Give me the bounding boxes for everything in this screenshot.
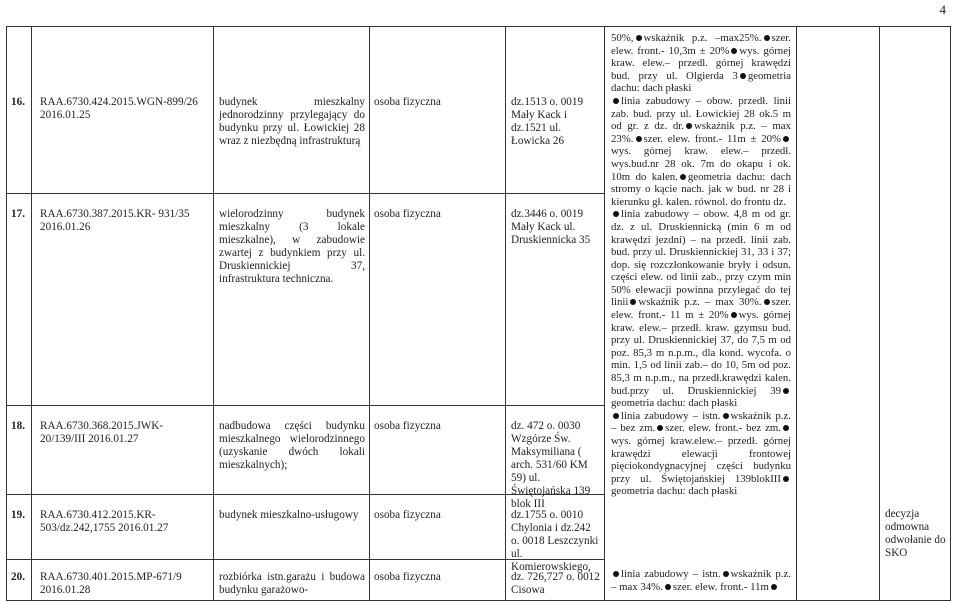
bullet-icon (783, 425, 789, 431)
conditions-row20: linia zabudowy – istn. wskaźnik p.z. – max 34%. szer. elew. front.- 11m (611, 568, 791, 593)
case-number: RAA.6730.401.2015.MP-671/9 2016.01.28 (40, 571, 182, 596)
applicant: osoba fizyczna (374, 208, 441, 220)
row-number: 19. (11, 509, 25, 521)
row-number: 17. (11, 208, 25, 220)
conditions-row16: linia zabudowy – obow. przedł. linii zab. bud. przy ul. Łowickiej 28 ok.5 m od gr. z dz. dr. wskaźnik p.z. – max 23%. szer. elew. front.- 11m ± 20%wys. górnej kraw. elew.– przedł. wys.bud.nr 28 ok. 7m do okapu i ok. 10m do kalen. geometria dachu: dach stromy o kącie nach. jak w bud. nr 28 i kierunku gł. kalen. równol. do frontu dz. (611, 94, 791, 208)
investment-description: budynek mieszkalny jednorodzinny przylegający do budynku przy ul. Łowickiej 28 wraz z niezbędną infrastrukturą (219, 96, 365, 147)
case-number: RAA.6730.424.2015.WGN-899/26 2016.01.25 (40, 96, 198, 121)
bullet-icon (657, 425, 663, 431)
location: dz. 726,727 o. 0012 Cisowa (511, 571, 600, 596)
applicant: osoba fizyczna (374, 96, 441, 108)
investment-description: nadbudowa części budynku mieszkalnego wielorodzinnego (uzyskanie dwóch lokali mieszkalnych); (219, 420, 365, 471)
bullet-icon (764, 35, 770, 41)
bullet-icon (740, 73, 746, 79)
col-divider (505, 26, 506, 601)
case-number: RAA.6730.412.2015.KR- 503/dz.242,1755 2016.01.27 (40, 509, 169, 534)
bullet-icon (680, 174, 686, 180)
location: dz.1755 o. 0010 Chylonia i dz.242 o. 0018 Leszczynki ul. Komierowskiego, (511, 509, 599, 573)
location: dz. 472 o. 0030 Wzgórze Św. Maksymiliana ( arch. 531/60 KM 59) ul. Świętojańska 139 blok III (511, 420, 591, 510)
case-number: RAA.6730.387.2015.KR- 931/35 2016.01.26 (40, 208, 190, 233)
bullet-icon (613, 571, 619, 577)
bullet-icon (731, 48, 737, 54)
row-divider (6, 405, 605, 406)
col-divider (213, 26, 214, 601)
bullet-icon (723, 571, 729, 577)
bullet-icon (731, 312, 737, 318)
row-number: 20. (11, 571, 25, 583)
location: dz.3446 o. 0019 Mały Kack ul. Druskiennicka 35 (511, 208, 591, 246)
bullet-icon (630, 299, 636, 305)
bullet-icon (783, 136, 789, 142)
bullet-icon (665, 584, 671, 590)
bullet-icon (686, 123, 692, 129)
row-number: 18. (11, 420, 25, 432)
conditions-row16-prev: 50%, wskaźnik p.z. –max25%. szer. elew. front.- 10,3m ± 20% wys. górnej kraw. elew.– przedl. górnej krawędzi bud. przy ul. Olgierda 3 geometria dachu: dach płaski (611, 32, 791, 95)
row-divider (6, 193, 605, 194)
case-number: RAA.6730.368.2015.JWK-20/139/III 2016.01.27 (40, 420, 164, 445)
decision-note: decyzja odmowna odwołanie do SKO (885, 508, 946, 559)
bullet-icon (636, 35, 642, 41)
applicant: osoba fizyczna (374, 509, 441, 521)
bullet-icon (613, 98, 619, 104)
bullet-icon (783, 476, 789, 482)
bullet-icon (723, 413, 729, 419)
row-number: 16. (11, 96, 25, 108)
bullet-icon (764, 299, 770, 305)
page-number: 4 (939, 2, 946, 17)
investment-description: rozbiórka istn.garażu i budowa budynku garażowo- (219, 571, 365, 596)
building-conditions (611, 32, 791, 498)
applicant: osoba fizyczna (374, 420, 441, 432)
location: dz.1513 o. 0019 Mały Kack i dz.1521 ul. Łowicka 26 (511, 96, 584, 147)
col-divider (31, 26, 32, 601)
conditions-row18: linia zabudowy – istn. wskaźnik p.z. – bez zm. szer. elew. front.- bez zm.wys. górnej kraw.elew.– przedł. górnej krawędzi elewacji frontowej pięciokondygnacyjnej części budynku przy ul. Świętojańskiej 139blokIIIgeometria dachu: dach płaski (611, 409, 791, 498)
bullet-icon (613, 413, 619, 419)
conditions-row17: linia zabudowy – obow. 4,8 m od gr. dz. z ul. Druskiennicką (min 6 m od krawędzi jezdni) – na przedł. linii zab. bud. przy ul. Druskiennickiej 31, 33 i 37; dop. się rozczłonkowanie bryły i odsun. części elew. od linii zab., przy czym min 50% elewacji powinna przylegać do tej linii wskaźnik p.z. – max 30%. szer. elew. front.- 11 m ± 20% wys. górnej kraw. elew.– przedł. kraw. gzymsu bud. przy ul. Druskiennickiej 37, do 7,5 m od poz. 85,3 m n.p.m., dla kond. wycofa. o min. 1,5 od linii zab.– do 10, 5m od poz. 85,3 m n.p.m., na przedł.krawędzi kalen. bud.przy ul. Druskiennickiej 39geometria dachu: dach płaski (611, 208, 791, 410)
bullet-icon (636, 136, 642, 142)
col-divider (369, 26, 370, 601)
bullet-icon (613, 211, 619, 217)
bullet-icon (783, 388, 789, 394)
investment-description: wielorodzinny budynek mieszkalny (3 lokale mieszkalne), w zabudowie zwartej z budynkiem przy ul. Druskiennickiej 37, infrastruktura techniczna. (219, 208, 365, 285)
investment-description: budynek mieszkalno-usługowy (219, 509, 359, 521)
bullet-icon (771, 584, 777, 590)
applicant: osoba fizyczna (374, 571, 441, 583)
col-divider (604, 26, 605, 601)
col-divider (796, 26, 797, 601)
col-divider (879, 26, 880, 601)
